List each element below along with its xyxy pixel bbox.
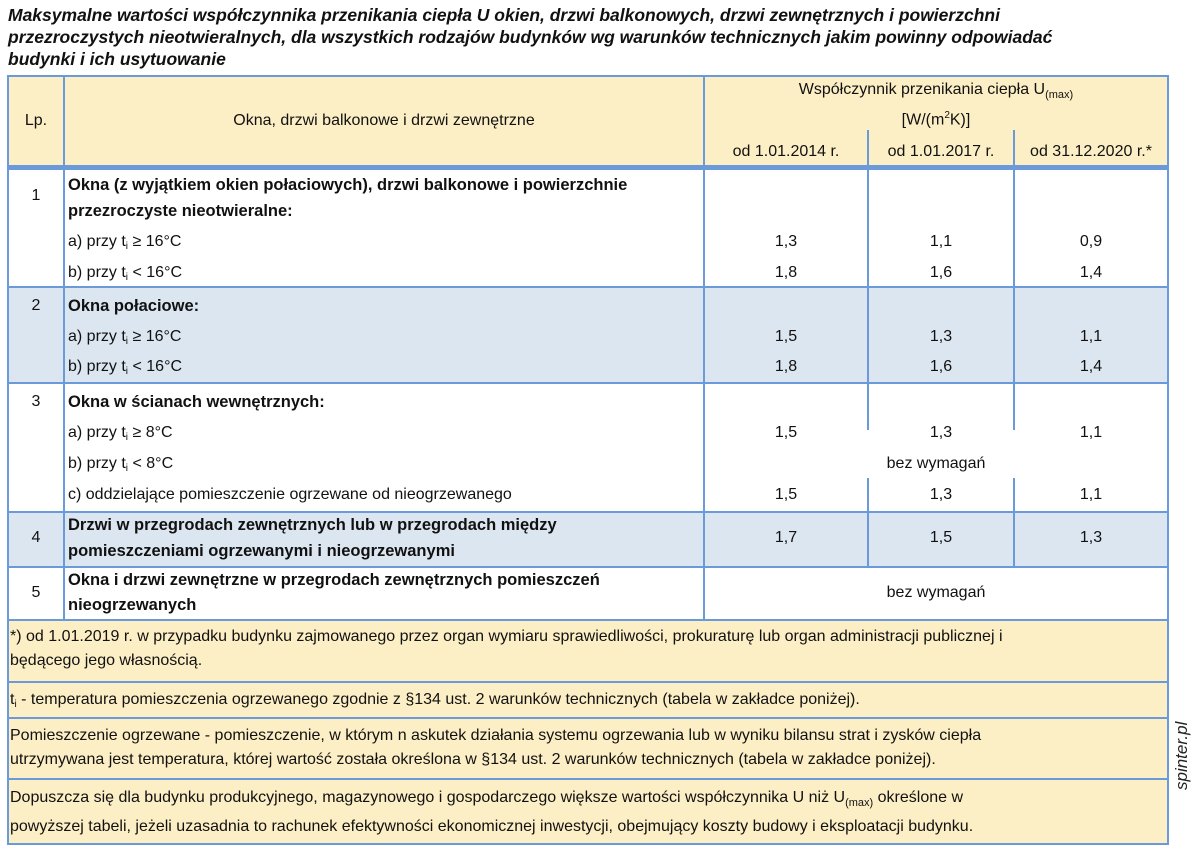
row-3b-merged-value: bez wymagań xyxy=(886,455,986,472)
label-sub: i xyxy=(125,432,129,443)
coef-sub: (max) xyxy=(1045,89,1074,101)
label-sub: i xyxy=(125,366,129,377)
unit-sup: 2 xyxy=(944,110,950,121)
note-sub: (max) xyxy=(845,797,874,809)
header-bottom-border xyxy=(8,165,1169,170)
row-2a-value-2017: 1,3 xyxy=(929,328,953,345)
row-1a-label xyxy=(68,232,181,257)
column-header-2020: od 31.12.2020 r.* xyxy=(1030,143,1152,160)
row-2a-value-2020: 1,1 xyxy=(1079,328,1103,345)
row-5-merged-value: bez wymagań xyxy=(886,584,986,601)
label-sub: i xyxy=(125,463,129,474)
row-2b-value-2020: 1,4 xyxy=(1079,358,1103,375)
title-line: budynki i ich usytuowanie xyxy=(8,49,226,69)
note-divider xyxy=(8,778,1169,780)
row-3c-value-2020: 1,1 xyxy=(1079,486,1103,503)
row-4-lp: 4 xyxy=(31,529,41,546)
note-line: powyższej tabeli, jeżeli uzasadnia to rachunek efektywności ekonomicznej inwestycji, obejmujący koszty budowy i eksploatacji budynku. xyxy=(10,818,974,835)
row-1a-value-2020: 0,9 xyxy=(1079,233,1103,250)
label-text: b) przy t xyxy=(68,455,126,472)
row-3b-label xyxy=(68,454,173,479)
note-line: będącego jego własnością. xyxy=(10,652,203,669)
note-divider xyxy=(8,681,1169,683)
row-divider xyxy=(8,619,1169,621)
table-title xyxy=(8,4,1168,70)
row-3-lp: 3 xyxy=(31,393,41,410)
unit-pre: [W/(m xyxy=(901,111,945,129)
row-3c-value-2017: 1,3 xyxy=(929,486,953,503)
note-line: utrzymywana jest temperatura, której wartość została określona w §134 ust. 2 warunków technicznych (tabela w zakładce poniżej). xyxy=(10,751,936,768)
row-3c-label: c) oddzielające pomieszczenie ogrzewane od nieogrzewanego xyxy=(68,486,512,503)
row-5-lp: 5 xyxy=(31,584,41,601)
row-divider xyxy=(8,286,1169,288)
header-description: Okna, drzwi balkonowe i drzwi zewnętrzne xyxy=(233,112,535,129)
unit-post: K)] xyxy=(949,111,971,129)
row-5-heading: Okna i drzwi zewnętrzne w przegrodach zewnętrznych pomieszczeń xyxy=(68,571,600,589)
row-1-lp: 1 xyxy=(31,187,41,204)
table-top-border xyxy=(8,75,1169,77)
row-4-heading: Drzwi w przegrodach zewnętrznych lub w przegrodach między xyxy=(68,516,557,534)
header-unit xyxy=(704,106,1168,130)
row-divider xyxy=(8,382,1169,384)
header-lp: Lp. xyxy=(24,112,48,129)
note-heated-room xyxy=(10,724,1155,772)
column-header-2017: od 1.01.2017 r. xyxy=(887,143,995,160)
row-5-heading: nieogrzewanych xyxy=(68,596,197,614)
row-2a-label xyxy=(68,327,181,352)
row-4-value-2014: 1,7 xyxy=(774,529,798,546)
note-allowance xyxy=(10,786,1155,839)
row-1-heading: przezroczyste nieotwieralne: xyxy=(68,202,293,220)
row-3-heading: Okna w ścianach wewnętrznych: xyxy=(68,393,325,411)
label-text: ≥ 16°C xyxy=(128,328,182,345)
watermark: spinter.pl xyxy=(1172,721,1191,790)
row-1b-value-2014: 1,8 xyxy=(774,264,798,281)
label-text: a) przy t xyxy=(68,328,126,345)
label-text: < 16°C xyxy=(128,358,183,375)
row-divider xyxy=(8,566,1169,568)
note-line: Pomieszczenie ogrzewane - pomieszczenie, w którym n askutek działania systemu ogrzewania lub w wyniku bilansu strat i zysków ciepła xyxy=(10,727,982,744)
note-line xyxy=(10,786,1155,815)
label-text: b) przy t xyxy=(68,358,126,375)
note-text: określone w xyxy=(873,789,964,806)
row-2-lp: 2 xyxy=(31,297,41,314)
note-text: t xyxy=(10,691,15,708)
note-text: Dopuszcza się dla budynku produkcyjnego, magazynowego i gospodarczego większe wartości współczynnika U niż U xyxy=(10,789,846,806)
table-bottom-border xyxy=(8,843,1169,845)
row-1b-label xyxy=(68,263,182,288)
row-4-heading: pomieszczeniami ogrzewanymi i nieogrzewanymi xyxy=(68,542,455,560)
title-line: przezroczystych nieotwieralnych, dla wszystkich rodzajów budynków wg warunków technicznych jakim powinny odpowiadać xyxy=(8,27,1053,47)
row-2b-label xyxy=(68,357,182,382)
row-2b-value-2014: 1,8 xyxy=(774,358,798,375)
row-1-heading: Okna (z wyjątkiem okien połaciowych), drzwi balkonowe i powierzchnie xyxy=(68,176,628,194)
row-3a-value-2020: 1,1 xyxy=(1079,424,1103,441)
row-2b-value-2017: 1,6 xyxy=(929,358,953,375)
label-sub: i xyxy=(125,272,129,283)
row-3a-label xyxy=(68,423,173,448)
note-text: - temperatura pomieszczenia ogrzewanego zgodnie z §134 ust. 2 warunków technicznych (tabela w zakładce poniżej). xyxy=(16,691,860,708)
label-text: < 16°C xyxy=(128,264,183,281)
row-1a-value-2014: 1,3 xyxy=(774,233,798,250)
label-sub: i xyxy=(125,336,129,347)
note-ti-definition xyxy=(10,688,1155,717)
note-divider xyxy=(8,717,1169,719)
title-line: Maksymalne wartości współczynnika przenikania ciepła U okien, drzwi balkonowych, drzwi zewnętrznych i powierzchni xyxy=(8,5,1000,25)
label-text: b) przy t xyxy=(68,264,126,281)
label-text: a) przy t xyxy=(68,233,126,250)
row-1b-value-2017: 1,6 xyxy=(929,264,953,281)
column-header-2014: od 1.01.2014 r. xyxy=(732,143,840,160)
row-3a-value-2017: 1,3 xyxy=(929,424,953,441)
label-text: < 8°C xyxy=(128,455,174,472)
footnote-asterisk xyxy=(10,625,1155,673)
row-3c-value-2014: 1,5 xyxy=(774,486,798,503)
header-coefficient xyxy=(704,80,1168,105)
row-3a-value-2014: 1,5 xyxy=(774,424,798,441)
row-divider xyxy=(8,511,1169,513)
label-text: ≥ 8°C xyxy=(128,424,173,441)
label-text: a) przy t xyxy=(68,424,126,441)
row-4-value-2020: 1,3 xyxy=(1079,529,1103,546)
row-2-heading: Okna połaciowe: xyxy=(68,297,200,315)
note-sub: i xyxy=(14,699,17,710)
coef-label: Współczynnik przenikania ciepła U xyxy=(798,81,1046,98)
note-line: *) od 1.01.2019 r. w przypadku budynku zajmowanego przez organ wymiaru sprawiedliwości, prokuraturę lub organ administracji publicznej i xyxy=(10,628,1003,645)
label-sub: i xyxy=(125,241,129,252)
label-text: ≥ 16°C xyxy=(128,233,182,250)
row-2a-value-2014: 1,5 xyxy=(774,328,798,345)
row-1b-value-2020: 1,4 xyxy=(1079,264,1103,281)
row-1a-value-2017: 1,1 xyxy=(929,233,953,250)
row-4-value-2017: 1,5 xyxy=(929,529,953,546)
